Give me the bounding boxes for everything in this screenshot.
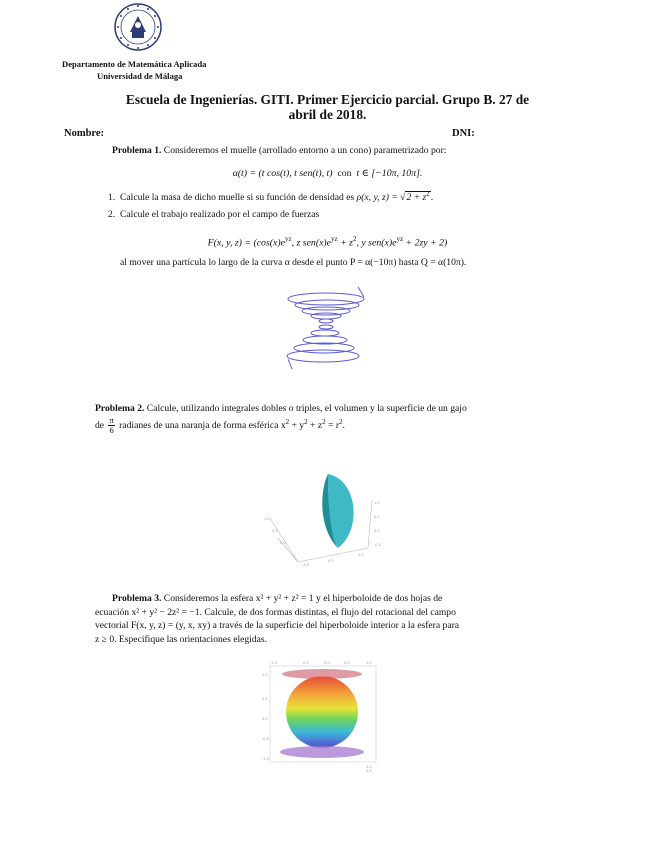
problem1-item1: [108, 188, 433, 205]
item1-root: $2 + z^2$: [406, 190, 430, 204]
problem1-move-text: al mover una partícula lo largo de la curva α desde el punto P = α(−10π) hasta Q = α(10π).: [120, 257, 467, 268]
problem3-line1: Consideremos la esfera x² + y² + z² = 1 y el hiperboloide de dos hojas de: [163, 593, 443, 604]
p2-exp-r: 2: [339, 418, 343, 426]
force-part-b: , z sen(x)e: [291, 237, 332, 249]
item1-rho: ρ(x, y, z) = √: [356, 192, 406, 204]
fraction-denominator: 6: [109, 425, 114, 436]
force-part-e: + 2zy + 2): [403, 237, 448, 249]
problem2-heading: Problema 2.: [95, 403, 145, 414]
svg-text:0.0: 0.0: [374, 529, 380, 533]
pi-over-six-fraction: [108, 416, 114, 435]
svg-text:1.0: 1.0: [358, 553, 364, 557]
svg-text:-0.5: -0.5: [374, 543, 381, 547]
force-exp-2: yz: [331, 235, 338, 243]
item1-root-exp: 2: [426, 190, 430, 198]
item2-text: Calcule el trabajo realizado por el campo de fuerzas: [120, 209, 320, 220]
svg-text:0.0: 0.0: [328, 559, 334, 563]
name-label: Nombre:: [64, 128, 105, 139]
department-name: Departamento de Matemática Aplicada: [62, 59, 207, 69]
problem1-intro-line: [112, 144, 446, 158]
svg-text:1.0: 1.0: [366, 765, 372, 769]
problem2-text2b: + y: [289, 420, 305, 432]
item1-end: .: [430, 192, 434, 204]
sphere-hyperboloid-figure: [262, 660, 387, 772]
svg-text:1.0: 1.0: [366, 661, 372, 665]
force-part-c: + z: [337, 237, 353, 249]
fraction-numerator: π: [109, 415, 114, 426]
param-range: t ∈ [−10π, 10π].: [356, 168, 423, 179]
problem3-line1-wrap: [95, 592, 549, 606]
exam-title-line2: abril de 2018.: [288, 107, 367, 122]
svg-text:-1.0: -1.0: [270, 661, 277, 665]
orange-wedge-figure: [258, 470, 388, 570]
force-field-equation: [0, 233, 655, 250]
exam-title-line1: Escuela de Ingenierías. GITI. Primer Ejercicio parcial. Grupo B. 27 de: [125, 92, 530, 107]
problem2-de: de: [95, 420, 105, 432]
problem2-line1: [95, 402, 549, 416]
force-exp-4: yz: [396, 235, 404, 243]
svg-text:1.0: 1.0: [262, 673, 268, 677]
svg-text:0.0: 0.0: [280, 541, 286, 545]
svg-text:1.0: 1.0: [264, 517, 270, 521]
svg-text:-1.0: -1.0: [302, 563, 309, 567]
svg-text:0.5: 0.5: [344, 661, 350, 665]
force-part-a: F(x, y, z) = (cos(x)e: [207, 237, 285, 249]
force-part-d: , y sen(x)e: [356, 237, 397, 249]
problem3-line3: vectorial F(x, y, z) = (y, x, xy) a través de la superficie del hiperboloide interior a la esfera para: [95, 620, 460, 631]
problem1-intro: Consideremos el muelle (arrollado entorno a un cono) parametrizado por:: [163, 145, 447, 156]
exam-title: [60, 92, 595, 122]
param-alpha: α(t) = (t cos(t), t sen(t), t): [232, 168, 333, 179]
problem2-text2c: + z: [307, 420, 323, 432]
university-seal-icon: [110, 2, 166, 52]
problem2-text2d: = r: [325, 420, 340, 432]
problem2-text2e: .: [342, 420, 345, 432]
svg-text:-0.5: -0.5: [302, 661, 309, 665]
problem2-line2: [95, 416, 345, 435]
force-exp-1: yz: [284, 235, 292, 243]
svg-text:0.0: 0.0: [262, 717, 268, 721]
svg-text:0.5: 0.5: [374, 515, 380, 519]
p2-exp-x: 2: [285, 418, 290, 426]
force-exp-3: 2: [352, 235, 357, 243]
problem3-line4: z ≥ 0. Especifique las orientaciones elegidas.: [95, 633, 268, 645]
problem3-heading: Problema 3.: [112, 593, 162, 604]
item1-text: Calcule la masa de dicho muelle si su función de densidad es: [120, 192, 355, 204]
p2-exp-z: 2: [322, 418, 326, 426]
problem1-item2: [108, 208, 319, 222]
dni-label: DNI:: [452, 128, 475, 139]
problem2-text1: Calcule, utilizando integrales dobles o triples, el volumen y la superficie de un gajo: [146, 403, 467, 414]
param-con: con: [337, 168, 352, 179]
svg-text:0.5: 0.5: [272, 529, 278, 533]
conical-spring-figure: [280, 283, 372, 373]
department-block: [62, 58, 206, 82]
item2-number: 2.: [108, 209, 116, 220]
problem3-paragraph: [95, 592, 549, 646]
svg-text:-1.0: -1.0: [262, 757, 269, 761]
item1-number: 1.: [108, 192, 116, 204]
svg-text:0.0: 0.0: [324, 661, 330, 665]
svg-text:-0.5: -0.5: [262, 737, 269, 741]
problem1-parametrization: [0, 167, 655, 181]
problem2-text2: radianes de una naranja de forma esférica x: [119, 420, 286, 432]
svg-text:1.0: 1.0: [374, 501, 380, 505]
university-name: Universidad de Málaga: [97, 71, 183, 81]
svg-text:0.5: 0.5: [366, 769, 372, 772]
svg-text:0.5: 0.5: [262, 697, 268, 701]
problem1-heading: Problema 1.: [112, 145, 162, 156]
problem3-line2: ecuación x² + y² − 2z² = −1. Calcule, de dos formas distintas, el flujo del rotacional del campo: [95, 606, 456, 618]
p2-exp-y: 2: [304, 418, 308, 426]
